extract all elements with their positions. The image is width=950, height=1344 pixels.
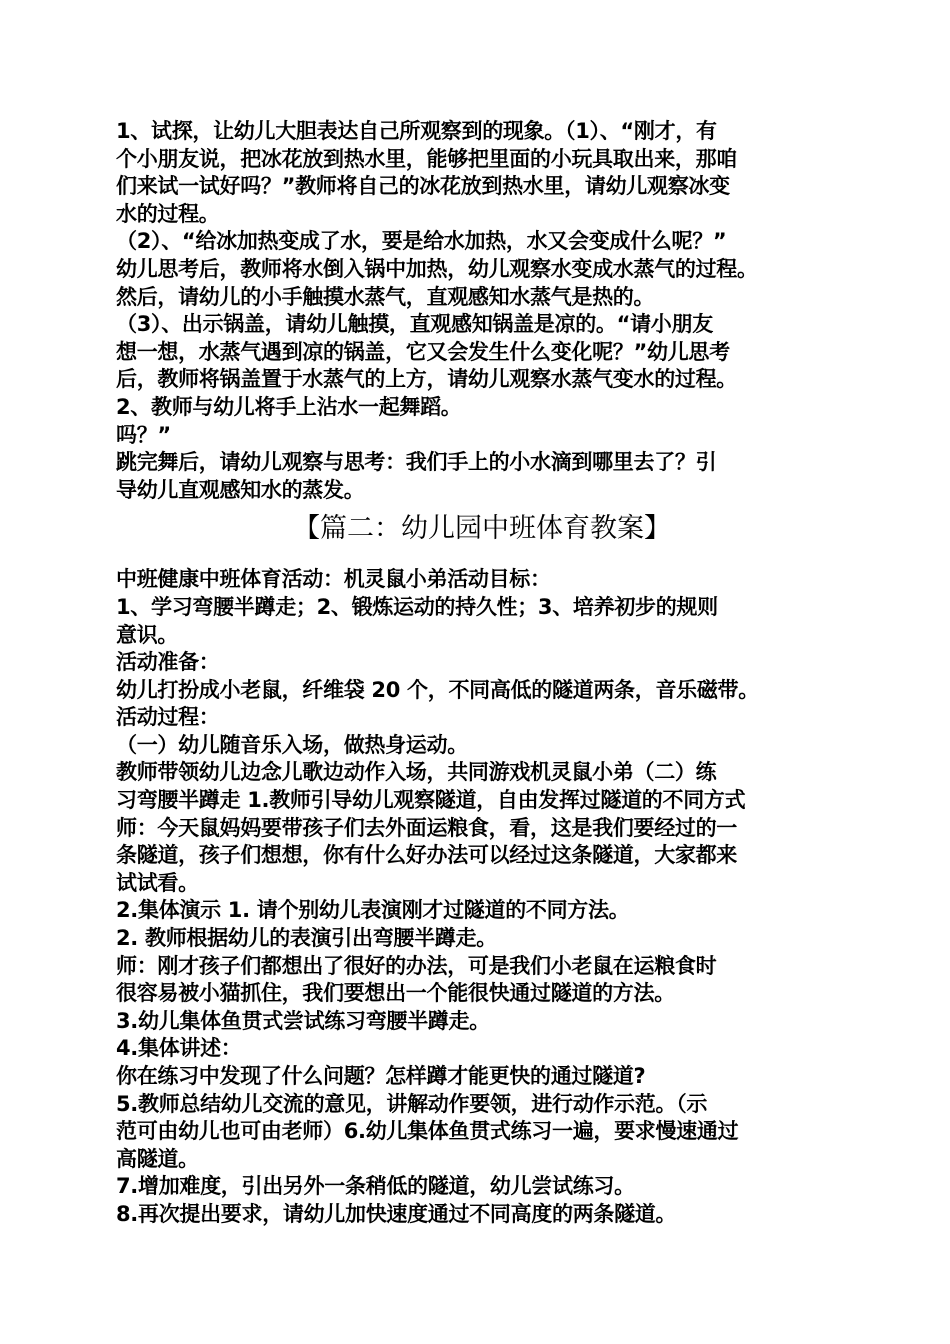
text-line: 师：刚才孩子们都想出了很好的办法，可是我们小老鼠在运粮食时 bbox=[116, 953, 717, 978]
text-line: 个小朋友说，把冰花放到热水里，能够把里面的小玩具取出来，那咱 bbox=[116, 146, 737, 171]
text-line: 4.集体讲述： bbox=[116, 1036, 242, 1061]
text-line: 师：今天鼠妈妈要带孩子们去外面运粮食，看，这是我们要经过的一 bbox=[116, 815, 737, 840]
text-line: 很容易被小猫抓住，我们要想出一个能很快通过隧道的方法。 bbox=[116, 981, 675, 1006]
section-heading: 【篇二：幼儿园中班体育教案】 bbox=[293, 513, 671, 545]
text-line: 习弯腰半蹲走 1.教师引导幼儿观察隧道，自由发挥过隧道的不同方式 bbox=[116, 788, 746, 813]
document-body bbox=[116, 118, 848, 1229]
text-line: 水的过程。 bbox=[116, 201, 220, 226]
text-line: 试试看。 bbox=[116, 870, 199, 895]
text-line: 活动过程： bbox=[116, 705, 220, 730]
section-2 bbox=[116, 566, 848, 1228]
text-line: 8.再次提出要求，请幼儿加快速度通过不同高度的两条隧道。 bbox=[116, 1201, 677, 1226]
text-line: 2、教师与幼儿将手上沾水一起舞蹈。 bbox=[116, 394, 462, 419]
text-line: 活动准备： bbox=[116, 650, 220, 675]
text-line: 范可由幼儿也可由老师）6.幼儿集体鱼贯式练习一遍，要求慢速通过 bbox=[116, 1119, 739, 1144]
text-line: （2）、“给冰加热变成了水，要是给水加热，水又会变成什么呢？” bbox=[116, 229, 727, 254]
text-line: 后，教师将锅盖置于水蒸气的上方，请幼儿观察水蒸气变水的过程。 bbox=[116, 367, 737, 392]
text-line: 导幼儿直观感知水的蒸发。 bbox=[116, 477, 365, 502]
text-line: 5.教师总结幼儿交流的意见，讲解动作要领，进行动作示范。（示 bbox=[116, 1091, 708, 1116]
text-line: 跳完舞后，请幼儿观察与思考：我们手上的小水滴到哪里去了？引 bbox=[116, 450, 717, 475]
text-line: 7.增加难度，引出另外一条稍低的隧道，幼儿尝试练习。 bbox=[116, 1174, 635, 1199]
text-line: 吗？” bbox=[116, 422, 171, 447]
text-line: 3.幼儿集体鱼贯式尝试练习弯腰半蹲走。 bbox=[116, 1008, 490, 1033]
text-line: 高隧道。 bbox=[116, 1146, 199, 1171]
text-line: 你在练习中发现了什么问题？怎样蹲才能更快的通过隧道? bbox=[116, 1064, 646, 1088]
section-1 bbox=[116, 118, 848, 504]
text-line: 教师带领幼儿边念儿歌边动作入场，共同游戏机灵鼠小弟（二）练 bbox=[116, 760, 717, 785]
text-line: 1、试探，让幼儿大胆表达自己所观察到的现象。（1）、“刚才，有 bbox=[116, 119, 717, 143]
text-line: 2. 教师根据幼儿的表演引出弯腰半蹲走。 bbox=[116, 926, 497, 951]
text-line: 幼儿思考后，教师将水倒入锅中加热，幼儿观察水变成水蒸气的过程。 bbox=[116, 256, 758, 281]
text-line: （一）幼儿随音乐入场，做热身运动。 bbox=[116, 732, 468, 757]
text-line: 1、学习弯腰半蹲走；2、锻炼运动的持久性；3、培养初步的规则 bbox=[116, 594, 718, 619]
text-line: 意识。 bbox=[116, 622, 179, 647]
text-line: 幼儿打扮成小老鼠，纤维袋 20 个，不同高低的隧道两条，音乐磁带。 bbox=[116, 677, 759, 702]
text-line: 想一想，水蒸气遇到凉的锅盖，它又会发生什么变化呢？”幼儿思考 bbox=[116, 339, 730, 364]
text-line: 然后，请幼儿的小手触摸水蒸气，直观感知水蒸气是热的。 bbox=[116, 284, 655, 309]
text-line: （3）、出示锅盖，请幼儿触摸，直观感知锅盖是凉的。“请小朋友 bbox=[116, 312, 713, 337]
text-line: 条隧道，孩子们想想，你有什么好办法可以经过这条隧道，大家都来 bbox=[116, 843, 737, 868]
text-line: 2.集体演示 1. 请个别幼儿表演刚才过隧道的不同方法。 bbox=[116, 898, 630, 923]
text-line: 中班健康中班体育活动：机灵鼠小弟活动目标： bbox=[116, 567, 551, 592]
text-line: 们来试一试好吗？”教师将自己的冰花放到热水里，请幼儿观察冰变 bbox=[116, 174, 730, 199]
